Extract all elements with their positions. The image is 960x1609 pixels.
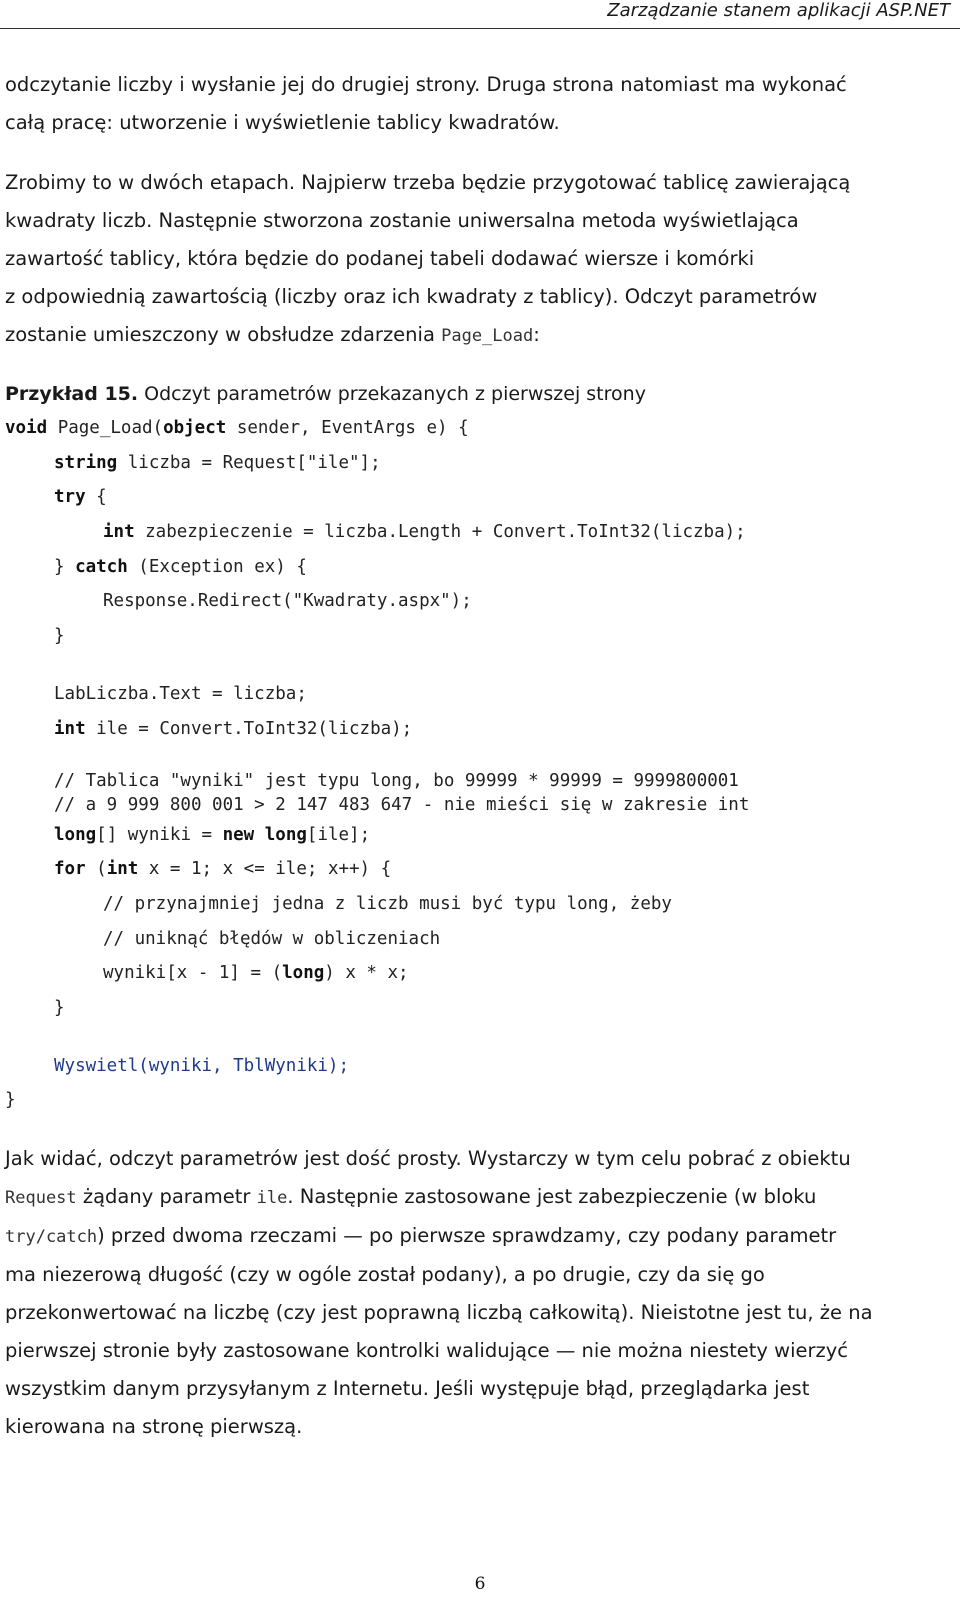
spacer [5, 1118, 950, 1140]
code-line [5, 956, 950, 991]
code-line [5, 411, 950, 446]
code-text: } [54, 998, 65, 1018]
code-line [5, 446, 950, 481]
code-line [5, 852, 950, 887]
code-keyword: object [163, 418, 227, 438]
code-text: } [5, 1090, 16, 1111]
page-header [0, 0, 960, 32]
paragraph-intro [5, 66, 950, 142]
code-text: zabezpieczenie = liczba.Length + Convert.ToInt32(liczba); [134, 522, 746, 543]
code-keyword: int [54, 718, 86, 739]
code-text: Response.Redirect("Kwadraty.aspx"); [103, 591, 472, 612]
paragraph-plan-text: Zrobimy to w dwóch etapach. Najpierw trzeba będzie przygotować tablicę zawierającą kwadraty liczb. Następnie stworzona zostanie uniwersalna metoda wyświetlająca zawartość tablicy, która będzie do podanej tabeli dodawać wiersze i komórki z odpowiednią zawartością (liczby oraz ich kwadraty z tablicy). Odczyt parametrów zostanie umieszczony w obsłudze zdarzenia [5, 171, 851, 346]
spacer [5, 142, 950, 164]
paragraph-explanation [5, 1140, 950, 1446]
paragraph-explanation-text: Jak widać, odczyt parametrów jest dość prosty. Wystarczy w tym celu pobrać z obiektu [5, 1147, 851, 1171]
paragraph-explanation-text: żądany parametr [76, 1185, 257, 1209]
code-keyword: long [54, 824, 97, 845]
code-comment: // przynajmniej jedna z liczb musi być typu long, żeby [103, 893, 672, 914]
code-text: } [54, 556, 76, 577]
code-text: x = 1; x <= ile; x++) { [138, 859, 392, 880]
inline-code-request: Request [5, 1188, 77, 1209]
running-header-title: Zarządzanie stanem aplikacji ASP.NET [607, 0, 950, 21]
code-comment-line [5, 770, 950, 794]
code-keyword: catch [75, 556, 128, 577]
code-line [5, 619, 950, 654]
example-label: Przykład 15. [5, 383, 139, 405]
paragraph-plan-end: : [533, 323, 540, 346]
code-text [254, 825, 265, 845]
code-text: Page_Load( [47, 418, 164, 438]
code-comment: // a 9 999 800 001 > 2 147 483 647 - nie mieści się w zakresie int [54, 794, 750, 815]
code-text: ( [85, 859, 107, 880]
code-keyword: new [222, 824, 255, 845]
paragraph-explanation-text: ) przed dwoma rzeczami — po pierwsze sprawdzamy, czy podany parametr ma niezerową długość (czy w ogóle został podany), a po drugie, czy da się go przekonwertować na liczbę (czy jest poprawną liczbą całkowitą). Nieistotne jest tu, że na pierwszej stronie były zastosowane kontrolki walidujące — nie można niestety wierzyć wszystkim danym przysyłanym z Internetu. Jeśli występuje błąd, przeglądarka jest kierowana na stronę pierwszą. [5, 1224, 873, 1439]
inline-code-try-catch: try/catch [5, 1227, 98, 1248]
code-comment: // uniknąć błędów w obliczeniach [103, 928, 441, 949]
code-text: sender, EventArgs e) { [226, 418, 469, 438]
code-keyword: try [54, 487, 86, 508]
code-line [5, 818, 950, 853]
paragraph-plan [5, 164, 950, 355]
code-text: ) x * x; [324, 963, 409, 984]
code-blank-line [5, 746, 950, 770]
code-text: [] wyniki = [96, 824, 223, 845]
code-line [5, 712, 950, 747]
code-text: wyniki[x - 1] = ( [103, 963, 283, 984]
code-keyword: int [103, 522, 135, 543]
page-content [5, 66, 950, 1446]
code-text: } [54, 626, 65, 647]
example-caption-text: Odczyt parametrów przekazanych z pierwszej strony [138, 383, 646, 405]
code-line [5, 550, 950, 585]
code-line [5, 677, 950, 712]
code-line [5, 480, 950, 515]
code-listing [5, 411, 950, 1118]
paragraph-intro-text: odczytanie liczby i wysłanie jej do drugiej strony. Druga strona natomiast ma wykonać całą pracę: utworzenie i wyświetlenie tablicy kwadratów. [5, 73, 847, 134]
inline-code-ile: ile [256, 1188, 288, 1209]
code-comment: // Tablica "wyniki" jest typu long, bo 99999 * 99999 = 9999800001 [54, 771, 739, 792]
code-comment-line [5, 794, 950, 818]
header-rule [0, 28, 960, 29]
code-keyword: string [54, 452, 118, 473]
code-line [5, 1083, 950, 1118]
code-text: ile = Convert.ToInt32(liczba); [85, 718, 413, 739]
code-text: (Exception ex) { [127, 556, 307, 577]
code-blank-line [5, 1026, 950, 1049]
code-line [5, 515, 950, 550]
code-line [5, 1049, 950, 1084]
code-keyword: for [54, 859, 86, 880]
paragraph-explanation-text: . Następnie zastosowane jest zabezpieczenie (w bloku [287, 1185, 817, 1209]
code-comment-line [5, 887, 950, 922]
spacer [5, 355, 950, 379]
code-keyword: long [264, 824, 307, 845]
inline-code-page-load: Page_Load [441, 326, 534, 346]
code-keyword: void [5, 418, 48, 438]
code-blank-line [5, 654, 950, 677]
code-keyword: int [106, 859, 139, 880]
code-text: { [85, 487, 107, 508]
code-text: liczba = Request["ile"]; [117, 452, 381, 473]
code-method-call: Wyswietl(wyniki, TblWyniki); [54, 1055, 350, 1076]
code-comment-line [5, 922, 950, 957]
code-line [5, 584, 950, 619]
code-line [5, 991, 950, 1026]
code-text: [ile]; [306, 824, 371, 845]
code-text: LabLiczba.Text = liczba; [54, 683, 307, 704]
example-caption [5, 379, 950, 409]
code-keyword: long [282, 963, 325, 984]
page-number: 6 [474, 1574, 486, 1594]
